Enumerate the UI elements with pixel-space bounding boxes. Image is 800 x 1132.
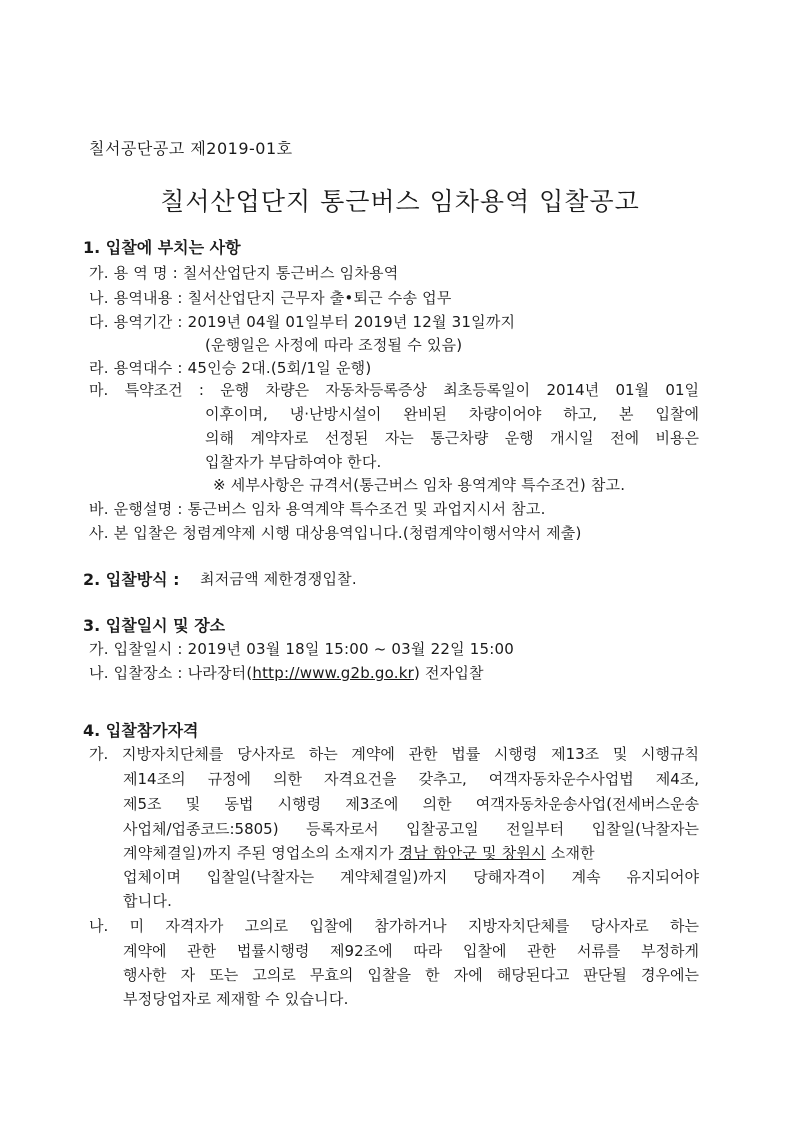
section4-item-a-line3: 제5조 및 동법 시행령 제3조에 의한 여객자동차운송사업(전세버스운송 [123, 795, 699, 813]
section4-item-b-line1: 나. 미 자격자가 고의로 입찰에 참가하거나 지방자치단체를 당사자로 하는 [89, 917, 699, 935]
g2b-link[interactable]: http://www.g2b.go.kr [252, 664, 414, 682]
section2-text: 최저금액 제한경쟁입찰. [200, 570, 357, 588]
section4-line5-suffix: 소재한 [550, 844, 595, 862]
section4-item-b-line2: 계약에 관한 법률시행령 제92조에 따라 입찰에 관한 서류를 부정하게 [123, 942, 699, 960]
section3-item-b [89, 662, 484, 683]
section1-item-c: 다. 용역기간 : 2019년 04월 01일부터 2019년 12월 31일까지 [89, 313, 516, 331]
section4-item-a-line7: 합니다. [123, 892, 173, 910]
section4-item-a-line6: 업체이며 입찰일(낙찰자는 계약체결일)까지 당해자격이 계속 유지되어야 [123, 868, 699, 886]
section3-item-a: 가. 입찰일시 : 2019년 03월 18일 15:00 ~ 03월 22일 15:00 [89, 640, 514, 658]
section3-item-b-prefix: 나. 입찰장소 : 나라장터( [89, 664, 253, 682]
section4-item-b-line4: 부정당업자로 제재할 수 있습니다. [123, 990, 349, 1008]
section4-item-a-line4: 사업체/업종코드:5805) 등록자로서 입찰공고일 전일부터 입찰일(낙찰자는 [123, 820, 699, 838]
section1-item-e-line4: 입찰자가 부담하여야 한다. [205, 453, 382, 471]
section1-item-e-line2: 이후이며, 냉·난방시설이 완비된 차량이어야 하고, 본 입찰에 [205, 405, 699, 423]
section4-item-a-line1: 가. 지방자치단체를 당사자로 하는 계약에 관한 법률 시행령 제13조 및 시행규칙 [89, 745, 699, 763]
section1-item-e-line1: 마. 특약조건 : 운행 차량은 자동차등록증상 최초등록일이 2014년 01월 01일 [89, 381, 699, 399]
section1-item-c-note: (운행일은 사정에 따라 조정될 수 있음) [205, 336, 463, 354]
section1-item-f: 바. 운행설명 : 통근버스 임차 용역계약 특수조건 및 과업지시서 참고. [89, 500, 546, 518]
section3-heading: 3. 입찰일시 및 장소 [83, 616, 226, 635]
section1-item-g: 사. 본 입찰은 청렴계약제 시행 대상용역입니다.(청렴계약이행서약서 제출) [89, 524, 582, 542]
section2-heading: 2. 입찰방식 : [83, 570, 180, 589]
section4-line5-prefix: 계약체결일)까지 주된 영업소의 소재지가 [123, 844, 394, 862]
page-title: 칠서산업단지 통근버스 임차용역 입찰공고 [160, 187, 640, 216]
section4-item-a-line5 [123, 842, 595, 863]
section4-item-a-line2: 제14조의 규정에 의한 자격요건을 갖추고, 여객자동차운수사업법 제4조, [123, 770, 699, 788]
section4-heading: 4. 입찰참가자격 [83, 721, 199, 740]
section1-heading: 1. 입찰에 부치는 사항 [83, 238, 241, 257]
section1-item-e-note: ※ 세부사항은 규격서(통근버스 임차 용역계약 특수조건) 참고. [213, 476, 626, 494]
section4-item-b-line3: 행사한 자 또는 고의로 무효의 입찰을 한 자에 해당된다고 판단될 경우에는 [123, 966, 699, 984]
section3-item-b-suffix: ) 전자입찰 [413, 664, 484, 682]
section1-item-b: 나. 용역내용 : 칠서산업단지 근무자 출•퇴근 수송 업무 [89, 289, 452, 307]
section1-item-e-line3: 의해 계약자로 선정된 자는 통근차량 운행 개시일 전에 비용은 [205, 429, 699, 447]
location-underline: 경남 함안군 및 창원시 [398, 844, 546, 862]
section1-item-d: 라. 용역대수 : 45인승 2대.(5회/1일 운행) [89, 359, 372, 377]
notice-number: 칠서공단공고 제2019-01호 [89, 139, 293, 158]
section1-item-a: 가. 용 역 명 : 칠서산업단지 통근버스 임차용역 [89, 264, 399, 282]
